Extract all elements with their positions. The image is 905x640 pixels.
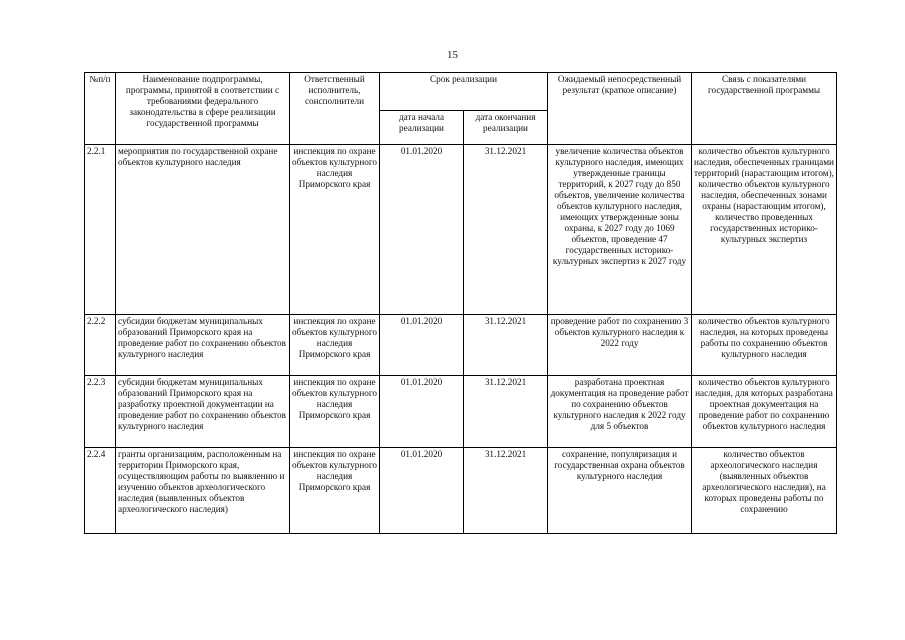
- table-row: [85, 315, 837, 376]
- page-number: 15: [447, 49, 458, 61]
- row-responsible: инспекция по охране объектов культурного наследия Приморского края: [290, 376, 380, 448]
- row-name: мероприятия по государственной охране объектов культурного наследия: [116, 145, 290, 315]
- row-link: количество объектов культурного наследия, на которых проведены работы по сохранению объектов культурного наследия: [692, 315, 837, 376]
- row-responsible: инспекция по охране объектов культурного наследия Приморского края: [290, 448, 380, 534]
- table-row: [85, 448, 837, 534]
- table-row: [85, 145, 837, 315]
- row-name: субсидии бюджетам муниципальных образований Приморского края на проведение работ по сохранению объектов культурного наследия: [116, 315, 290, 376]
- header-start: дата начала реализации: [380, 111, 464, 145]
- row-name: гранты организациям, расположенным на территории Приморского края, осуществляющим работы по выявлению и изучению объектов археологического наследия (выявленных объектов археологического наследия): [116, 448, 290, 534]
- row-name: субсидии бюджетам муниципальных образований Приморского края на разработку проектной документации на проведение работ по сохранению объектов культурного наследия: [116, 376, 290, 448]
- program-table: [84, 72, 837, 534]
- header-link: Связь с показателями государственной программы: [692, 73, 837, 145]
- row-num: 2.2.3: [85, 376, 116, 448]
- row-result: разработана проектная документация на проведение работ по сохранению объектов культурного наследия к 2022 году для 5 объектов: [548, 376, 692, 448]
- row-responsible: инспекция по охране объектов культурного наследия Приморского края: [290, 145, 380, 315]
- row-num: 2.2.4: [85, 448, 116, 534]
- header-result: Ожидаемый непосредственный результат (краткое описание): [548, 73, 692, 145]
- row-link: количество объектов культурного наследия, для которых разработана проектная документация на проведение работ по сохранению объектов культурного наследия: [692, 376, 837, 448]
- row-start: 01.01.2020: [380, 448, 464, 534]
- row-num: 2.2.1: [85, 145, 116, 315]
- row-start: 01.01.2020: [380, 376, 464, 448]
- header-name: Наименование подпрограммы, программы, принятой в соответствии с требованиями федерального законодательства в сфере реализации государственной программы: [116, 73, 290, 145]
- row-start: 01.01.2020: [380, 315, 464, 376]
- row-responsible: инспекция по охране объектов культурного наследия Приморского края: [290, 315, 380, 376]
- row-result: сохранение, популяризация и государственная охрана объектов культурного наследия: [548, 448, 692, 534]
- header-responsible: Ответственный исполнитель, соисполнители: [290, 73, 380, 145]
- header-period: Срок реализации: [380, 73, 548, 111]
- row-result: увеличение количества объектов культурного наследия, имеющих утвержденные границы территорий, к 2027 году до 850 объектов, увеличение количества объектов культурного наследия, имеющих утвержденные зоны охраны, к 2027 году до 1069 объектов, проведение 47 государственных историко-культурных экспертиз к 2027 году: [548, 145, 692, 315]
- header-end: дата окончания реализации: [464, 111, 548, 145]
- row-end: 31.12.2021: [464, 376, 548, 448]
- row-link: количество объектов культурного наследия, обеспеченных границами территорий (нарастающим итогом), количество объектов культурного наследия, обеспеченных зонами охраны (нарастающим итогом), количество проведенных государственных историко-культурных экспертиз: [692, 145, 837, 315]
- table-row: [85, 376, 837, 448]
- row-link: количество объектов археологического наследия (выявленных объектов археологического наследия), на которых проведены работы по сохранению: [692, 448, 837, 534]
- row-result: проведение работ по сохранению 3 объектов культурного наследия к 2022 году: [548, 315, 692, 376]
- header-num: №п/п: [85, 73, 116, 145]
- row-start: 01.01.2020: [380, 145, 464, 315]
- row-end: 31.12.2021: [464, 145, 548, 315]
- row-end: 31.12.2021: [464, 315, 548, 376]
- row-num: 2.2.2: [85, 315, 116, 376]
- row-end: 31.12.2021: [464, 448, 548, 534]
